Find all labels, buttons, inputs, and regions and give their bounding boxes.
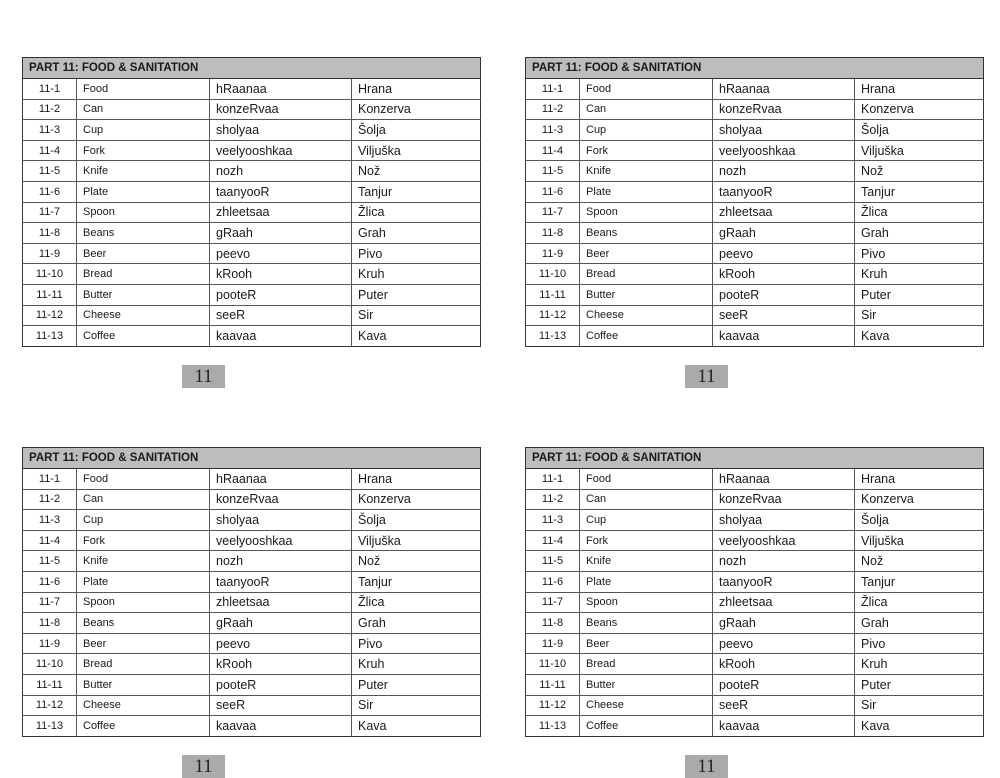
table-row <box>23 79 481 100</box>
pronunciation: taanyooR <box>210 571 352 592</box>
english-term: Knife <box>580 551 713 572</box>
english-term: Spoon <box>77 202 210 223</box>
table-row <box>526 530 984 551</box>
english-term: Plate <box>580 181 713 202</box>
entry-number: 11-5 <box>23 161 77 182</box>
pronunciation: taanyooR <box>713 181 855 202</box>
english-term: Beer <box>580 633 713 654</box>
english-term: Beer <box>77 633 210 654</box>
english-term: Spoon <box>580 592 713 613</box>
phrase-card-bottom-right <box>525 447 983 777</box>
pronunciation: sholyaa <box>210 120 352 141</box>
table-row <box>23 613 481 634</box>
pronunciation: konzeRvaa <box>713 99 855 120</box>
entry-number: 11-3 <box>23 120 77 141</box>
entry-number: 11-9 <box>526 243 580 264</box>
pronunciation: hRaanaa <box>210 79 352 100</box>
english-term: Cheese <box>77 695 210 716</box>
pronunciation: peevo <box>210 633 352 654</box>
entry-number: 11-5 <box>526 161 580 182</box>
phrase-card-top-left <box>22 57 480 387</box>
translation: Viljuška <box>855 530 984 551</box>
translation: Kruh <box>352 654 481 675</box>
translation: Tanjur <box>855 571 984 592</box>
table-row <box>23 592 481 613</box>
entry-number: 11-3 <box>526 120 580 141</box>
translation: Sir <box>855 305 984 326</box>
entry-number: 11-1 <box>23 469 77 490</box>
table-row <box>526 243 984 264</box>
english-term: Beer <box>77 243 210 264</box>
english-term: Spoon <box>77 592 210 613</box>
entry-number: 11-2 <box>23 99 77 120</box>
entry-number: 11-3 <box>526 510 580 531</box>
entry-number: 11-12 <box>526 305 580 326</box>
entry-number: 11-9 <box>23 633 77 654</box>
pronunciation: zhleetsaa <box>713 592 855 613</box>
entry-number: 11-1 <box>526 79 580 100</box>
phrase-card-top-right <box>525 57 983 387</box>
translation: Hrana <box>855 469 984 490</box>
entry-number: 11-4 <box>23 140 77 161</box>
pronunciation: konzeRvaa <box>210 489 352 510</box>
translation: Puter <box>352 284 481 305</box>
table-row <box>23 633 481 654</box>
english-term: Beer <box>580 243 713 264</box>
translation: Sir <box>352 695 481 716</box>
food-sanitation-table <box>525 57 984 347</box>
pronunciation: veelyooshkaa <box>713 140 855 161</box>
english-term: Bread <box>77 654 210 675</box>
translation: Konzerva <box>352 99 481 120</box>
entry-number: 11-1 <box>23 79 77 100</box>
entry-number: 11-2 <box>23 489 77 510</box>
translation: Sir <box>352 305 481 326</box>
translation: Kava <box>855 326 984 347</box>
translation: Kruh <box>855 264 984 285</box>
table-title: PART 11: FOOD & SANITATION <box>23 58 481 79</box>
english-term: Fork <box>580 530 713 551</box>
table-row <box>526 654 984 675</box>
translation: Žlica <box>855 202 984 223</box>
table-row <box>526 592 984 613</box>
translation: Grah <box>352 223 481 244</box>
table-row <box>23 654 481 675</box>
translation: Hrana <box>352 469 481 490</box>
pronunciation: pooteR <box>713 674 855 695</box>
translation: Konzerva <box>855 99 984 120</box>
translation: Nož <box>352 161 481 182</box>
table-row <box>23 202 481 223</box>
entry-number: 11-3 <box>23 510 77 531</box>
translation: Nož <box>352 551 481 572</box>
translation: Sir <box>855 695 984 716</box>
pronunciation: veelyooshkaa <box>210 530 352 551</box>
table-row <box>23 181 481 202</box>
entry-number: 11-5 <box>23 551 77 572</box>
entry-number: 11-6 <box>23 181 77 202</box>
phrase-card-bottom-left <box>22 447 480 777</box>
translation: Grah <box>855 613 984 634</box>
pronunciation: taanyooR <box>210 181 352 202</box>
page-number: 11 <box>685 365 728 388</box>
pronunciation: nozh <box>713 551 855 572</box>
table-row <box>526 99 984 120</box>
table-row <box>23 120 481 141</box>
english-term: Plate <box>77 181 210 202</box>
entry-number: 11-11 <box>526 284 580 305</box>
translation: Nož <box>855 161 984 182</box>
english-term: Cup <box>77 120 210 141</box>
pronunciation: hRaanaa <box>210 469 352 490</box>
table-row <box>526 181 984 202</box>
translation: Hrana <box>352 79 481 100</box>
pronunciation: gRaah <box>210 613 352 634</box>
entry-number: 11-4 <box>23 530 77 551</box>
table-row <box>23 284 481 305</box>
translation: Žlica <box>352 592 481 613</box>
table-row <box>23 140 481 161</box>
pronunciation: nozh <box>210 551 352 572</box>
table-row <box>23 695 481 716</box>
translation: Šolja <box>352 120 481 141</box>
translation: Kava <box>352 716 481 737</box>
pronunciation: kRooh <box>713 654 855 675</box>
translation: Kruh <box>352 264 481 285</box>
table-row <box>23 571 481 592</box>
table-row <box>526 284 984 305</box>
table-row <box>23 674 481 695</box>
pronunciation: zhleetsaa <box>210 592 352 613</box>
english-term: Can <box>77 489 210 510</box>
table-row <box>526 305 984 326</box>
english-term: Fork <box>77 530 210 551</box>
english-term: Bread <box>77 264 210 285</box>
table-row <box>526 489 984 510</box>
english-term: Bread <box>580 264 713 285</box>
translation: Puter <box>855 284 984 305</box>
table-row <box>23 326 481 347</box>
translation: Šolja <box>855 120 984 141</box>
pronunciation: sholyaa <box>210 510 352 531</box>
pronunciation: zhleetsaa <box>210 202 352 223</box>
entry-number: 11-11 <box>23 284 77 305</box>
english-term: Plate <box>580 571 713 592</box>
table-row <box>23 469 481 490</box>
english-term: Fork <box>580 140 713 161</box>
table-row <box>23 99 481 120</box>
table-row <box>23 264 481 285</box>
entry-number: 11-6 <box>526 571 580 592</box>
pronunciation: kRooh <box>713 264 855 285</box>
pronunciation: kRooh <box>210 264 352 285</box>
translation: Šolja <box>855 510 984 531</box>
english-term: Butter <box>77 674 210 695</box>
page-number: 11 <box>182 755 225 778</box>
translation: Žlica <box>352 202 481 223</box>
translation: Kava <box>855 716 984 737</box>
entry-number: 11-13 <box>526 716 580 737</box>
pronunciation: konzeRvaa <box>210 99 352 120</box>
food-sanitation-table <box>22 57 481 347</box>
pronunciation: kaavaa <box>210 326 352 347</box>
english-term: Beans <box>580 223 713 244</box>
table-row <box>526 695 984 716</box>
english-term: Coffee <box>580 326 713 347</box>
english-term: Bread <box>580 654 713 675</box>
english-term: Spoon <box>580 202 713 223</box>
entry-number: 11-10 <box>23 654 77 675</box>
table-title: PART 11: FOOD & SANITATION <box>23 448 481 469</box>
pronunciation: kaavaa <box>713 716 855 737</box>
entry-number: 11-6 <box>526 181 580 202</box>
translation: Nož <box>855 551 984 572</box>
table-row <box>23 243 481 264</box>
pronunciation: sholyaa <box>713 120 855 141</box>
table-row <box>23 305 481 326</box>
pronunciation: peevo <box>210 243 352 264</box>
translation: Tanjur <box>352 181 481 202</box>
table-row <box>526 716 984 737</box>
english-term: Cup <box>77 510 210 531</box>
translation: Kruh <box>855 654 984 675</box>
table-row <box>526 613 984 634</box>
table-row <box>23 223 481 244</box>
entry-number: 11-12 <box>23 305 77 326</box>
entry-number: 11-13 <box>526 326 580 347</box>
translation: Grah <box>352 613 481 634</box>
entry-number: 11-8 <box>526 223 580 244</box>
table-row <box>526 633 984 654</box>
translation: Tanjur <box>352 571 481 592</box>
pronunciation: pooteR <box>713 284 855 305</box>
table-row <box>526 674 984 695</box>
pronunciation: gRaah <box>713 223 855 244</box>
table-row <box>526 120 984 141</box>
pronunciation: kRooh <box>210 654 352 675</box>
translation: Pivo <box>855 243 984 264</box>
english-term: Coffee <box>77 716 210 737</box>
translation: Kava <box>352 326 481 347</box>
table-row <box>526 469 984 490</box>
table-row <box>23 716 481 737</box>
translation: Puter <box>352 674 481 695</box>
english-term: Cheese <box>580 305 713 326</box>
entry-number: 11-4 <box>526 140 580 161</box>
pronunciation: hRaanaa <box>713 79 855 100</box>
pronunciation: taanyooR <box>713 571 855 592</box>
translation: Pivo <box>352 633 481 654</box>
food-sanitation-table <box>525 447 984 737</box>
english-term: Cup <box>580 510 713 531</box>
translation: Žlica <box>855 592 984 613</box>
pronunciation: nozh <box>210 161 352 182</box>
table-title: PART 11: FOOD & SANITATION <box>526 448 984 469</box>
english-term: Knife <box>580 161 713 182</box>
pronunciation: pooteR <box>210 674 352 695</box>
table-title: PART 11: FOOD & SANITATION <box>526 58 984 79</box>
english-term: Cheese <box>580 695 713 716</box>
english-term: Cheese <box>77 305 210 326</box>
table-row <box>526 551 984 572</box>
table-row <box>526 326 984 347</box>
english-term: Beans <box>77 223 210 244</box>
translation: Konzerva <box>855 489 984 510</box>
translation: Pivo <box>352 243 481 264</box>
entry-number: 11-4 <box>526 530 580 551</box>
entry-number: 11-11 <box>526 674 580 695</box>
entry-number: 11-7 <box>526 592 580 613</box>
english-term: Beans <box>580 613 713 634</box>
translation: Grah <box>855 223 984 244</box>
pronunciation: seeR <box>210 695 352 716</box>
english-term: Butter <box>580 284 713 305</box>
translation: Konzerva <box>352 489 481 510</box>
table-row <box>23 489 481 510</box>
entry-number: 11-10 <box>526 654 580 675</box>
pronunciation: nozh <box>713 161 855 182</box>
entry-number: 11-10 <box>23 264 77 285</box>
pronunciation: hRaanaa <box>713 469 855 490</box>
table-row <box>23 510 481 531</box>
pronunciation: veelyooshkaa <box>713 530 855 551</box>
pronunciation: seeR <box>210 305 352 326</box>
english-term: Coffee <box>580 716 713 737</box>
english-term: Plate <box>77 571 210 592</box>
entry-number: 11-2 <box>526 489 580 510</box>
english-term: Food <box>77 469 210 490</box>
english-term: Food <box>77 79 210 100</box>
english-term: Butter <box>77 284 210 305</box>
pronunciation: seeR <box>713 305 855 326</box>
table-row <box>23 161 481 182</box>
english-term: Coffee <box>77 326 210 347</box>
english-term: Beans <box>77 613 210 634</box>
entry-number: 11-2 <box>526 99 580 120</box>
entry-number: 11-1 <box>526 469 580 490</box>
pronunciation: pooteR <box>210 284 352 305</box>
english-term: Can <box>580 489 713 510</box>
table-row <box>526 264 984 285</box>
entry-number: 11-6 <box>23 571 77 592</box>
english-term: Food <box>580 469 713 490</box>
translation: Tanjur <box>855 181 984 202</box>
english-term: Knife <box>77 161 210 182</box>
english-term: Food <box>580 79 713 100</box>
table-row <box>526 571 984 592</box>
entry-number: 11-7 <box>23 592 77 613</box>
table-row <box>526 202 984 223</box>
table-row <box>526 510 984 531</box>
table-row <box>526 140 984 161</box>
translation: Puter <box>855 674 984 695</box>
english-term: Knife <box>77 551 210 572</box>
entry-number: 11-13 <box>23 716 77 737</box>
table-row <box>23 551 481 572</box>
english-term: Can <box>580 99 713 120</box>
pronunciation: peevo <box>713 633 855 654</box>
entry-number: 11-5 <box>526 551 580 572</box>
translation: Viljuška <box>352 140 481 161</box>
pronunciation: peevo <box>713 243 855 264</box>
entry-number: 11-7 <box>526 202 580 223</box>
entry-number: 11-8 <box>526 613 580 634</box>
entry-number: 11-10 <box>526 264 580 285</box>
english-term: Fork <box>77 140 210 161</box>
pronunciation: zhleetsaa <box>713 202 855 223</box>
translation: Viljuška <box>352 530 481 551</box>
entry-number: 11-8 <box>23 613 77 634</box>
entry-number: 11-8 <box>23 223 77 244</box>
entry-number: 11-9 <box>23 243 77 264</box>
table-row <box>526 161 984 182</box>
pronunciation: sholyaa <box>713 510 855 531</box>
entry-number: 11-12 <box>23 695 77 716</box>
pronunciation: seeR <box>713 695 855 716</box>
english-term: Cup <box>580 120 713 141</box>
page-number: 11 <box>182 365 225 388</box>
translation: Hrana <box>855 79 984 100</box>
english-term: Butter <box>580 674 713 695</box>
table-row <box>526 79 984 100</box>
translation: Pivo <box>855 633 984 654</box>
entry-number: 11-11 <box>23 674 77 695</box>
translation: Viljuška <box>855 140 984 161</box>
entry-number: 11-12 <box>526 695 580 716</box>
food-sanitation-table <box>22 447 481 737</box>
pronunciation: konzeRvaa <box>713 489 855 510</box>
entry-number: 11-7 <box>23 202 77 223</box>
entry-number: 11-9 <box>526 633 580 654</box>
english-term: Can <box>77 99 210 120</box>
pronunciation: kaavaa <box>210 716 352 737</box>
entry-number: 11-13 <box>23 326 77 347</box>
pronunciation: kaavaa <box>713 326 855 347</box>
translation: Šolja <box>352 510 481 531</box>
page-number: 11 <box>685 755 728 778</box>
pronunciation: veelyooshkaa <box>210 140 352 161</box>
table-row <box>526 223 984 244</box>
pronunciation: gRaah <box>210 223 352 244</box>
table-row <box>23 530 481 551</box>
pronunciation: gRaah <box>713 613 855 634</box>
